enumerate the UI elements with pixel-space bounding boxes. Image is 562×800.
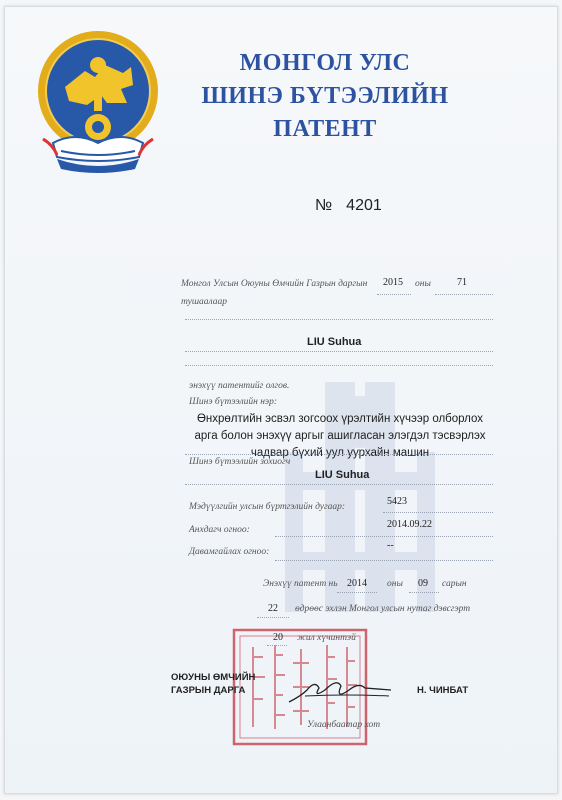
order-year-suffix: оны bbox=[415, 279, 431, 289]
patent-number bbox=[315, 197, 382, 215]
author-name: LIU Suhua bbox=[315, 469, 370, 481]
patent-certificate bbox=[4, 6, 558, 794]
validity-day-suffix: өдрөөс эхлэн Монгол улсын нутаг дэвсгэрт bbox=[295, 604, 471, 614]
number-sign: № bbox=[315, 197, 333, 214]
registration-label: Мэдүүлгийн улсын бүртгэлийн дугаар: bbox=[189, 502, 346, 512]
order-year: 2015 bbox=[383, 277, 403, 288]
order-intro: Монгол Улсын Оюуны Өмчийн Газрын даргын bbox=[181, 279, 368, 289]
state-emblem-icon bbox=[35, 27, 161, 175]
validity-years-suffix: жил хүчинтэй bbox=[297, 633, 356, 643]
invention-label: Шинэ бүтээлийн нэр: bbox=[189, 397, 278, 407]
signatory-name: Н. ЧИНБАТ bbox=[417, 685, 469, 696]
title-line-1: МОНГОЛ УЛС bbox=[239, 50, 411, 76]
order-label: тушаалаар bbox=[181, 297, 228, 307]
priority-date-label: Давамгайлах огноо: bbox=[189, 547, 270, 557]
invention-title-line-2: арга болон энэхүү аргыг ашигласан элэгдэл тэсвэрлэх bbox=[194, 430, 486, 442]
city: Улаанбаатар хот bbox=[307, 720, 381, 730]
patent-number-value: 4201 bbox=[346, 197, 382, 214]
title-line-2: ШИНЭ БҮТЭЭЛИЙН bbox=[201, 83, 449, 109]
office-line-2: ГАЗРЫН ДАРГА bbox=[171, 685, 246, 696]
title-line-3: ПАТЕНТ bbox=[273, 116, 377, 142]
validity-year: 2014 bbox=[347, 578, 367, 589]
validity-prefix: Энэхүү патент нь bbox=[263, 579, 338, 589]
invention-title-line-3: чадвар бүхий уул уурхайн машин bbox=[250, 447, 430, 459]
invention-title-line-1: Өнхрөлтийн эсвэл зогсоох үрэлтийн хүчээр олборлох bbox=[196, 413, 484, 425]
priority-date-value: -- bbox=[387, 540, 394, 551]
filing-date-label: Анхдагч огноо: bbox=[189, 525, 250, 535]
signature bbox=[285, 672, 395, 712]
filing-date-value: 2014.09.22 bbox=[387, 519, 432, 530]
registration-value: 5423 bbox=[387, 496, 407, 507]
validity-day: 22 bbox=[268, 603, 278, 614]
holder-name: LIU Suhua bbox=[307, 336, 362, 348]
validity-years: 20 bbox=[273, 632, 283, 643]
validity-month: 09 bbox=[418, 578, 428, 589]
office-line-1: ОЮУНЫ ӨМЧИЙН bbox=[171, 672, 256, 683]
order-number: 71 bbox=[457, 277, 467, 288]
certificate-title bbox=[195, 47, 455, 146]
holder-caption: энэхүү патентийг олгов. bbox=[189, 381, 290, 391]
author-label: Шинэ бүтээлийн зохиогч bbox=[189, 457, 291, 467]
validity-month-suffix: сарын bbox=[442, 579, 467, 589]
validity-year-suffix: оны bbox=[387, 579, 403, 589]
